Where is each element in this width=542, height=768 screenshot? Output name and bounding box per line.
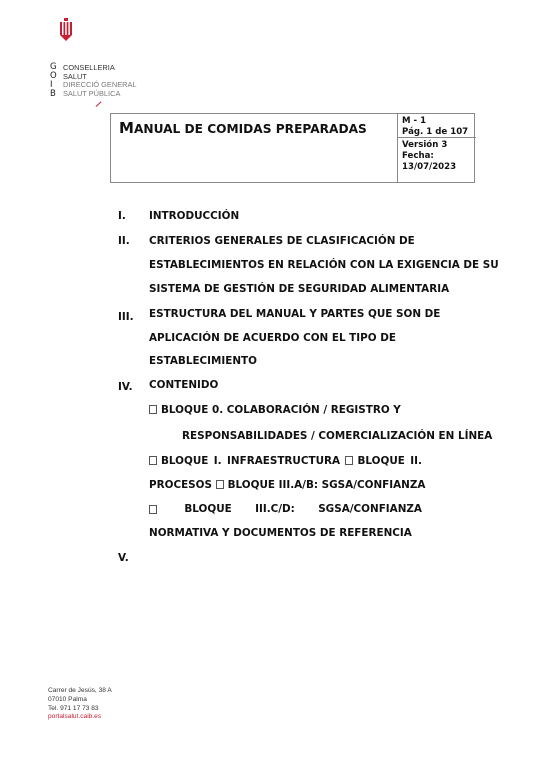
document-title (119, 119, 399, 137)
footer-city: 07010 Palma (48, 695, 87, 703)
doc-version: Versión 3 (402, 140, 448, 150)
footer-address (48, 687, 112, 722)
footer-phone: Tel. 971 17 73 83 (48, 704, 99, 712)
logo-letter: I (50, 80, 53, 90)
document-meta (397, 114, 476, 182)
missing-glyph-icon (149, 505, 157, 514)
logo-letter: O (50, 71, 57, 81)
toc-word: I. (213, 455, 222, 467)
toc-word: BLOQUE (161, 455, 209, 467)
department-name (63, 64, 137, 98)
date-label: Fecha: (402, 151, 434, 161)
title-rest: ANUAL DE COMIDAS PREPARADAS (133, 122, 367, 136)
dept-line-salut-publica: SALUT PÚBLICA (63, 88, 121, 98)
toc-text: APLICACIÓN DE ACUERDO CON EL TIPO DE (149, 332, 396, 344)
toc-word: INFRAESTRUCTURA (227, 455, 341, 467)
meta-code-page (398, 114, 476, 138)
title-initial: M (119, 119, 134, 137)
toc-word: II. (410, 455, 422, 467)
doc-code: M - 1 (402, 116, 427, 126)
toc-text: CONTENIDO (149, 379, 219, 391)
toc-word: BLOQUE (357, 455, 405, 467)
toc-text: RESPONSABILIDADES / COMERCIALIZACIÓN EN LÍNEA (182, 430, 493, 442)
toc-text: PROCESOS (149, 479, 212, 491)
footer-web-link[interactable]: portalsalut.caib.es (48, 713, 102, 721)
goib-logo (46, 18, 156, 100)
dept-line-direccio: DIRECCIÓ GENERAL (63, 80, 137, 90)
toc-text: SISTEMA DE GESTIÓN DE SEGURIDAD ALIMENTARIA (149, 283, 450, 295)
toc-text: ESTABLECIMIENTOS EN RELACIÓN CON LA EXIGENCIA DE SU (149, 259, 499, 271)
toc-text: BLOQUE 0. COLABORACIÓN / REGISTRO Y (161, 404, 401, 416)
toc-number: V. (118, 552, 129, 564)
toc-text: ESTRUCTURA DEL MANUAL Y PARTES QUE SON DE (149, 308, 441, 320)
toc-text: CRITERIOS GENERALES DE CLASIFICACIÓN DE (149, 235, 415, 247)
dept-line-conselleria: CONSELLERIA (63, 63, 115, 72)
date-value: 13/07/2023 (402, 162, 457, 172)
toc-word: III.C/D: (255, 503, 295, 515)
toc-text: BLOQUE III.A/B: SGSA/CONFIANZA (227, 479, 426, 491)
toc-number: III. (118, 311, 134, 323)
logo-letter: B (50, 89, 56, 99)
footer-street: Carrer de Jesús, 38 A (48, 687, 112, 694)
document-header (110, 113, 475, 183)
missing-glyph-icon (216, 480, 224, 489)
toc-number: IV. (118, 381, 133, 393)
missing-glyph-icon (149, 456, 157, 465)
meta-version-date (398, 138, 476, 173)
dept-line-salut: SALUT (63, 71, 87, 81)
toc-text: NORMATIVA Y DOCUMENTOS DE REFERENCIA (149, 527, 412, 539)
coat-of-arms-icon (60, 18, 72, 42)
toc-text: ESTABLECIMIENTO (149, 355, 257, 367)
toc-word: BLOQUE (184, 503, 232, 515)
toc-word: SGSA/CONFIANZA (318, 503, 422, 515)
missing-glyph-icon (149, 405, 157, 414)
goib-letters (50, 63, 57, 99)
toc-number: II. (118, 235, 130, 247)
missing-glyph-icon (345, 456, 353, 465)
page-count: Pág. 1 de 107 (402, 127, 469, 137)
toc-number: I. (118, 210, 126, 222)
toc-text: INTRODUCCIÓN (149, 210, 240, 222)
logo-letter: G (50, 62, 57, 72)
logo-accent-slash (96, 101, 102, 107)
